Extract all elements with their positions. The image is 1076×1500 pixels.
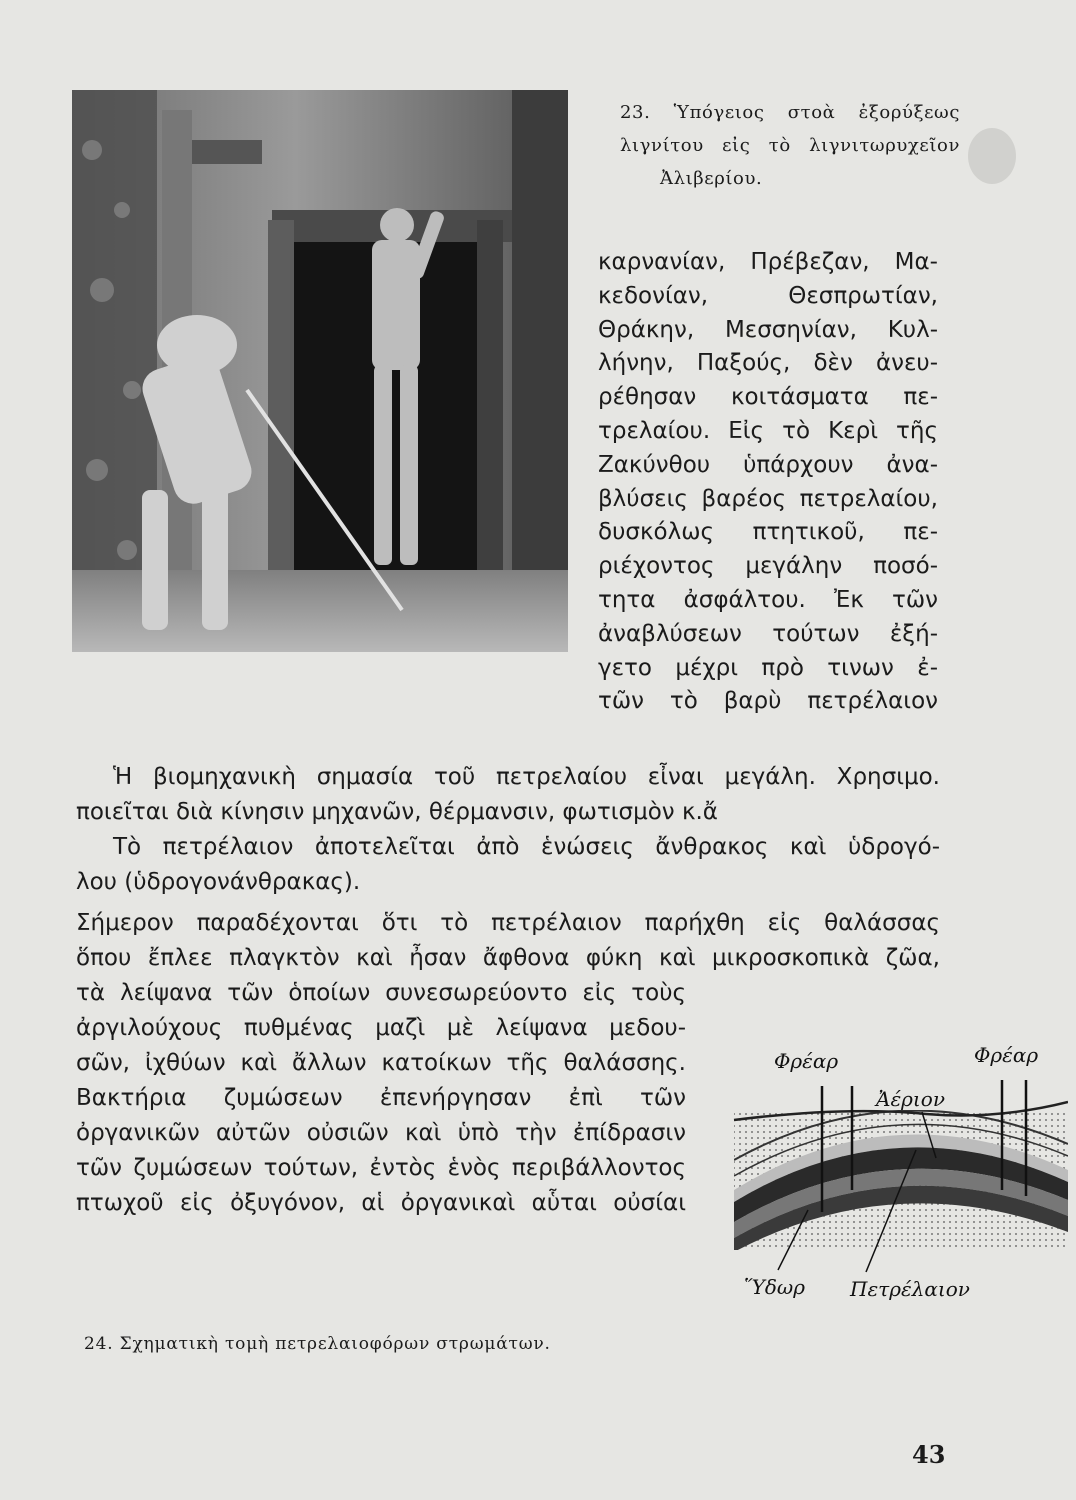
text-line: ὀργανικῶν αὐτῶν οὐσιῶν καὶ ὑπὸ τὴν ἐπίδρασιν — [76, 1120, 686, 1146]
text-line: σῶν, ἰχθύων καὶ ἄλλων κατοίκων τῆς θαλάσσης. — [76, 1050, 686, 1076]
text-line: καρνανίαν, Πρέβεζαν, Μα- — [598, 249, 938, 275]
text-line: Ἡ βιομηχανικὴ σημασία τοῦ πετρελαίου εἶναι μεγάλη. Χρησιμο. — [113, 764, 940, 790]
text-line: γετο μέχρι πρὸ τινων ἐ- — [598, 654, 938, 681]
figure-24-caption: 24. Σχηματικὴ τομὴ πετρελαιοφόρων στρωμάτων. — [84, 1334, 551, 1354]
text-line: ποιεῖται διὰ κίνησιν μηχανῶν, θέρμανσιν, φωτισμὸν κ.ἄ — [76, 799, 718, 825]
oil-label: Πετρέλαιον — [850, 1277, 970, 1301]
right-column-text — [598, 246, 938, 719]
text-line: κεδονίαν, Θεσπρωτίαν, — [598, 282, 938, 309]
text-line: λου (ὑδρογονάνθρακας). — [76, 869, 361, 895]
caption-line: Ἀλιβερίου. — [660, 168, 763, 189]
text-line: Βακτήρια ζυμώσεων ἐπενήργησαν ἐπὶ τῶν — [76, 1085, 686, 1111]
text-line: ἀργιλούχους πυθμένας μαζὶ μὲ λείψανα μεδου- — [76, 1015, 686, 1041]
text-line: Τὸ πετρέλαιον ἀποτελεῖται ἀπὸ ἑνώσεις ἄνθρακος καὶ ὑδρογό- — [113, 834, 940, 860]
full-width-text — [76, 760, 940, 900]
text-line: ἀναβλύσεων τούτων ἐξή- — [598, 620, 938, 647]
text-line: τῶν ζυμώσεων τούτων, ἐντὸς ἑνὸς περιβάλλοντος — [76, 1155, 686, 1181]
text-line: βλύσεις βαρέος πετρελαίου, — [598, 485, 938, 512]
water-label: Ὕδωρ — [744, 1275, 805, 1299]
text-line: Θράκην, Μεσσηνίαν, Κυλ- — [598, 316, 938, 343]
figure-23-caption — [620, 96, 960, 195]
gas-label: Ἀέριον — [876, 1087, 945, 1111]
text-line: ὅπου ἔπλεε πλαγκτὸν καὶ ἦσαν ἄφθονα φύκη καὶ μικροσκοπικὰ ζῶα, — [76, 945, 940, 971]
caption-line: λιγνίτου εἰς τὸ λιγνιτωρυχεῖον — [620, 135, 960, 156]
text-line: Ζακύνθου ὑπάρχουν ἀνα- — [598, 451, 938, 478]
narrow-text-block — [76, 976, 686, 1221]
text-line: τὰ λείψανα τῶν ὁποίων συνεσωρεύοντο εἰς τοὺς — [76, 980, 686, 1006]
page-number: 43 — [912, 1440, 946, 1469]
mine-gallery-photo — [72, 90, 568, 652]
well-label-left: Φρέαρ — [774, 1049, 839, 1073]
text-line: λήνην, Παξούς, δὲν ἀνευ- — [598, 350, 938, 377]
text-line: ρέθησαν κοιτάσματα πε- — [598, 384, 938, 411]
text-line: τῶν τὸ βαρὺ πετρέλαιον — [598, 688, 938, 715]
text-line: τρελαίου. Εἰς τὸ Κερὶ τῆς — [598, 417, 938, 444]
well-label-right: Φρέαρ — [974, 1043, 1039, 1067]
text-line: ριέχοντος μεγάλην ποσό- — [598, 553, 938, 580]
text-line: πτωχοῦ εἰς ὀξυγόνον, αἱ ὀργανικαὶ αὗται οὐσίαι — [76, 1190, 686, 1216]
caption-line: 23. Ὑπόγειος στοὰ ἐξορύξεως — [620, 102, 960, 123]
page-edge-mark — [968, 128, 1016, 184]
text-line: δυσκόλως πτητικοῦ, πε- — [598, 519, 938, 546]
oil-strata-diagram — [726, 1040, 1068, 1302]
text-line: τητα ἀσφάλτου. Ἐκ τῶν — [598, 586, 938, 613]
text-line: Σήμερον παραδέχονται ὅτι τὸ πετρέλαιον παρήχθη εἰς θαλάσσας — [76, 910, 940, 936]
